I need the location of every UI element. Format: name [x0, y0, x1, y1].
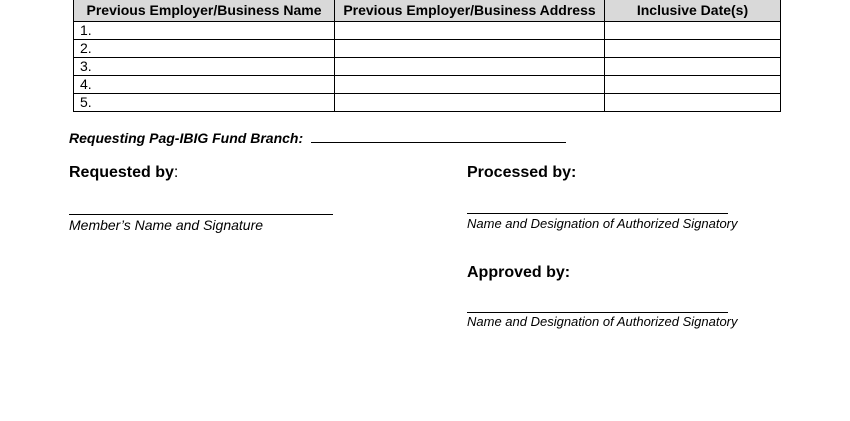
- processor-signature-caption: Name and Designation of Authorized Signatory: [467, 216, 738, 231]
- requested-by-label: Requested by: [69, 164, 174, 181]
- employer-name-cell[interactable]: 4.: [74, 76, 335, 94]
- inclusive-dates-cell[interactable]: [605, 22, 781, 40]
- approved-by-heading: Approved by:: [467, 264, 571, 281]
- employer-name-cell[interactable]: 3.: [74, 58, 335, 76]
- processed-by-heading: Processed by:: [467, 164, 577, 181]
- member-signature-line[interactable]: [69, 214, 333, 215]
- employer-address-cell[interactable]: [335, 58, 605, 76]
- requested-by-heading: [69, 164, 178, 182]
- requested-by-colon: :: [173, 164, 179, 181]
- table-row: [74, 58, 781, 76]
- employer-address-cell[interactable]: [335, 40, 605, 58]
- inclusive-dates-cell[interactable]: [605, 76, 781, 94]
- table-header-row: [74, 0, 781, 22]
- employer-address-cell[interactable]: [335, 76, 605, 94]
- employer-name-cell[interactable]: 2.: [74, 40, 335, 58]
- processor-signature-line[interactable]: [467, 213, 728, 214]
- requesting-branch-field: [69, 130, 566, 146]
- employer-name-cell[interactable]: 5.: [74, 94, 335, 112]
- employer-address-cell[interactable]: [335, 22, 605, 40]
- table-row: [74, 40, 781, 58]
- employer-name-cell[interactable]: 1.: [74, 22, 335, 40]
- inclusive-dates-cell[interactable]: [605, 94, 781, 112]
- table-row: [74, 22, 781, 40]
- inclusive-dates-cell[interactable]: [605, 40, 781, 58]
- requesting-branch-label: Requesting Pag-IBIG Fund Branch:: [69, 130, 304, 146]
- column-header-employer-name: Previous Employer/Business Name: [74, 0, 335, 22]
- table-row: [74, 76, 781, 94]
- member-signature-caption: Member’s Name and Signature: [69, 217, 264, 233]
- inclusive-dates-cell[interactable]: [605, 58, 781, 76]
- requesting-branch-input-line[interactable]: [311, 142, 566, 143]
- table-row: [74, 94, 781, 112]
- employment-history-table: [73, 0, 781, 112]
- column-header-inclusive-dates: Inclusive Date(s): [605, 0, 781, 22]
- approver-signature-line[interactable]: [467, 312, 728, 313]
- column-header-employer-address: Previous Employer/Business Address: [335, 0, 605, 22]
- approver-signature-caption: Name and Designation of Authorized Signatory: [467, 314, 738, 329]
- employer-address-cell[interactable]: [335, 94, 605, 112]
